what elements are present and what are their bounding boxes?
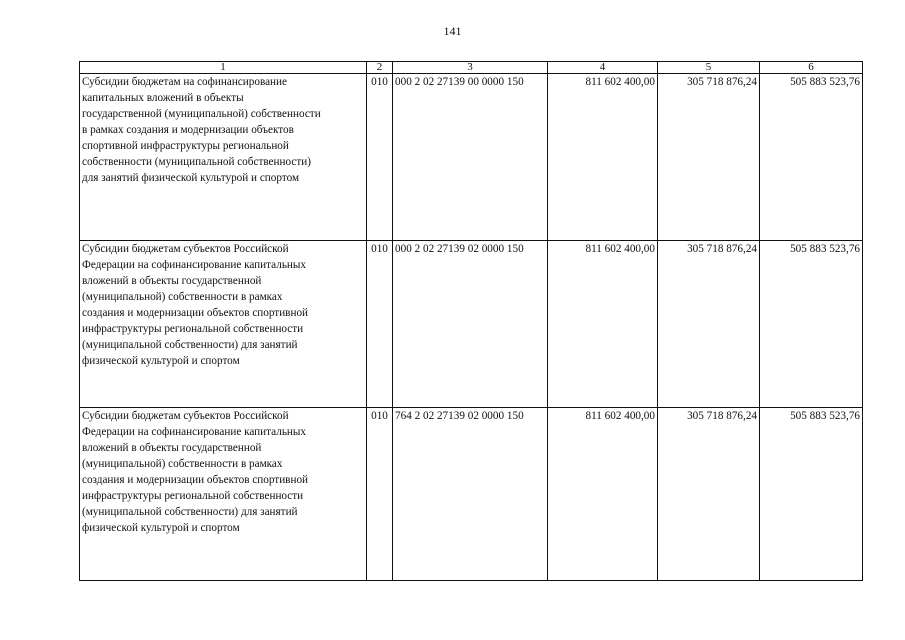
column-header: 4 [548, 62, 658, 74]
column-header: 1 [80, 62, 367, 74]
column-header: 3 [393, 62, 548, 74]
description-line: спортивной инфраструктуры региональной [82, 140, 289, 152]
amount-col4-cell: 811 602 400,00 [548, 408, 658, 581]
description-line: инфраструктуры региональной собственности [82, 323, 304, 335]
description-line: физической культурой и спортом [82, 522, 240, 534]
description-line: собственности (муниципальной собственности) [82, 156, 311, 168]
description-line: Субсидии бюджетам на софинансирование [82, 76, 287, 88]
description-line: физической культурой и спортом [82, 355, 240, 367]
page-number: 141 [443, 24, 462, 38]
budget-code-cell: 764 2 02 27139 02 0000 150 [393, 408, 548, 581]
line-code-cell: 010 [367, 408, 393, 581]
table-header-row [80, 62, 863, 74]
description-line: (муниципальной собственности) для занятий [82, 339, 298, 351]
amount-col6-cell: 505 883 523,76 [760, 74, 863, 241]
description-cell [80, 241, 367, 408]
table-row [80, 408, 863, 581]
description-line: (муниципальной собственности) для занятий [82, 506, 298, 518]
amount-col6-cell: 505 883 523,76 [760, 408, 863, 581]
description-line: в рамках создания и модернизации объектов [82, 124, 294, 136]
amount-col5-cell: 305 718 876,24 [658, 74, 760, 241]
table-row [80, 241, 863, 408]
description-line: для занятий физической культурой и спортом [82, 172, 300, 184]
amount-col5-cell: 305 718 876,24 [658, 241, 760, 408]
description-line: (муниципальной) собственности в рамках [82, 291, 283, 303]
description-line: Субсидии бюджетам субъектов Российской [82, 410, 289, 422]
budget-code-cell: 000 2 02 27139 00 0000 150 [393, 74, 548, 241]
column-header: 5 [658, 62, 760, 74]
description-line: государственной (муниципальной) собственности [82, 108, 321, 120]
budget-code-cell: 000 2 02 27139 02 0000 150 [393, 241, 548, 408]
description-line: Субсидии бюджетам субъектов Российской [82, 243, 289, 255]
column-header: 6 [760, 62, 863, 74]
description-line: вложений в объекты государственной [82, 275, 262, 287]
description-cell [80, 74, 367, 241]
description-line: капитальных вложений в объекты [82, 92, 244, 104]
description-line: создания и модернизации объектов спортивной [82, 307, 309, 319]
amount-col4-cell: 811 602 400,00 [548, 74, 658, 241]
column-header: 2 [367, 62, 393, 74]
budget-table [79, 61, 863, 581]
amount-col6-cell: 505 883 523,76 [760, 241, 863, 408]
description-line: Федерации на софинансирование капитальных [82, 259, 307, 271]
table-row [80, 74, 863, 241]
description-line: (муниципальной) собственности в рамках [82, 458, 283, 470]
line-code-cell: 010 [367, 74, 393, 241]
description-cell [80, 408, 367, 581]
amount-col5-cell: 305 718 876,24 [658, 408, 760, 581]
description-line: Федерации на софинансирование капитальных [82, 426, 307, 438]
line-code-cell: 010 [367, 241, 393, 408]
amount-col4-cell: 811 602 400,00 [548, 241, 658, 408]
description-line: создания и модернизации объектов спортивной [82, 474, 309, 486]
description-line: инфраструктуры региональной собственности [82, 490, 304, 502]
description-line: вложений в объекты государственной [82, 442, 262, 454]
